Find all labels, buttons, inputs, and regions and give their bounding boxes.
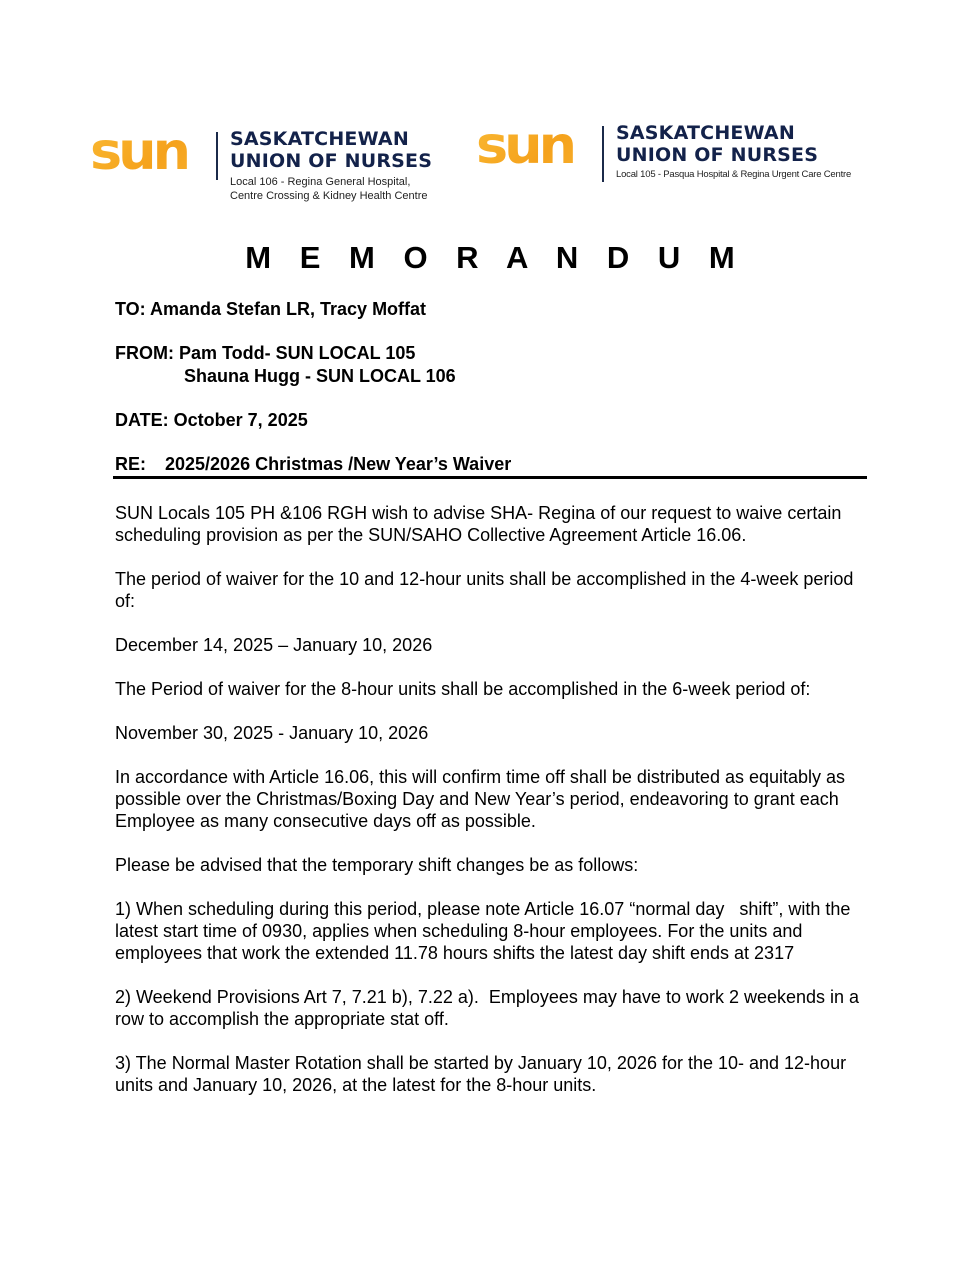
waiver-period-8-hour: November 30, 2025 - January 10, 2026	[115, 723, 429, 743]
logo-divider	[216, 132, 218, 180]
shift-change-item-3: 3) The Normal Master Rotation shall be started by January 10, 2026 for the 10- and 12-hour units and January 10, 2026, at the latest for the 8-hour units.	[115, 1053, 847, 1095]
local-line-2: Centre Crossing & Kidney Health Centre	[230, 190, 428, 202]
date-line: DATE: October 7, 2025	[115, 410, 308, 430]
logo-local-105	[476, 115, 852, 182]
memo-body	[115, 502, 875, 1118]
logo-local-106	[90, 121, 433, 203]
from-line-2: Shauna Hugg - SUN LOCAL 106	[184, 366, 456, 386]
logo-text	[230, 128, 432, 203]
body-paragraph: In accordance with Article 16.06, this will confirm time off shall be distributed as equitably as possible over the Christmas/Boxing Day and New Year’s period, endeavoring to grant each Employee as many consecutive days off as possible.	[115, 767, 846, 831]
re-subject: 2025/2026 Christmas /New Year’s Waiver	[165, 454, 512, 474]
memo-title: M E M O R A N D U M	[245, 240, 745, 275]
org-name-line-2: UNION OF NURSES	[230, 150, 433, 172]
shift-change-item-1: 1) When scheduling during this period, please note Article 16.07 “normal day shift”, with the latest start time of 0930, applies when scheduling 8-hour employees. For the units and employees that work the extended 11.78 hours shifts the latest day shift ends at 2317	[115, 899, 856, 963]
org-name-line-2: UNION OF NURSES	[616, 144, 819, 166]
header-divider	[113, 476, 867, 479]
sun-logo-mark: sun	[90, 129, 208, 175]
logo-divider	[602, 126, 604, 182]
to-line: TO: Amanda Stefan LR, Tracy Moffat	[115, 299, 427, 319]
from-line-1: FROM: Pam Todd- SUN LOCAL 105	[115, 343, 416, 363]
org-name-line-1: SASKATCHEWAN	[230, 128, 409, 150]
logo-text	[616, 122, 851, 182]
body-paragraph: The Period of waiver for the 8-hour units shall be accomplished in the 6-week period of:	[115, 679, 811, 699]
body-paragraph: Please be advised that the temporary shift changes be as follows:	[115, 855, 639, 875]
local-line-1: Local 105 - Pasqua Hospital & Regina Urgent Care Centre	[616, 169, 852, 180]
re-line	[115, 453, 867, 476]
re-label: RE:	[115, 454, 146, 474]
memo-header	[115, 298, 867, 476]
waiver-period-10-12-hour: December 14, 2025 – January 10, 2026	[115, 635, 433, 655]
body-paragraph: The period of waiver for the 10 and 12-hour units shall be accomplished in the 4-week period of:	[115, 569, 854, 611]
local-line-1: Local 106 - Regina General Hospital,	[230, 176, 411, 188]
body-paragraph: SUN Locals 105 PH &106 RGH wish to advise SHA- Regina of our request to waive certain scheduling provision as per the SUN/SAHO Collective Agreement Article 16.06.	[115, 503, 842, 545]
org-name-line-1: SASKATCHEWAN	[616, 122, 795, 144]
shift-change-item-2: 2) Weekend Provisions Art 7, 7.21 b), 7.22 a). Employees may have to work 2 weekends in a row to accomplish the appropriate stat off.	[115, 987, 865, 1029]
sun-logo-mark: sun	[476, 123, 594, 169]
